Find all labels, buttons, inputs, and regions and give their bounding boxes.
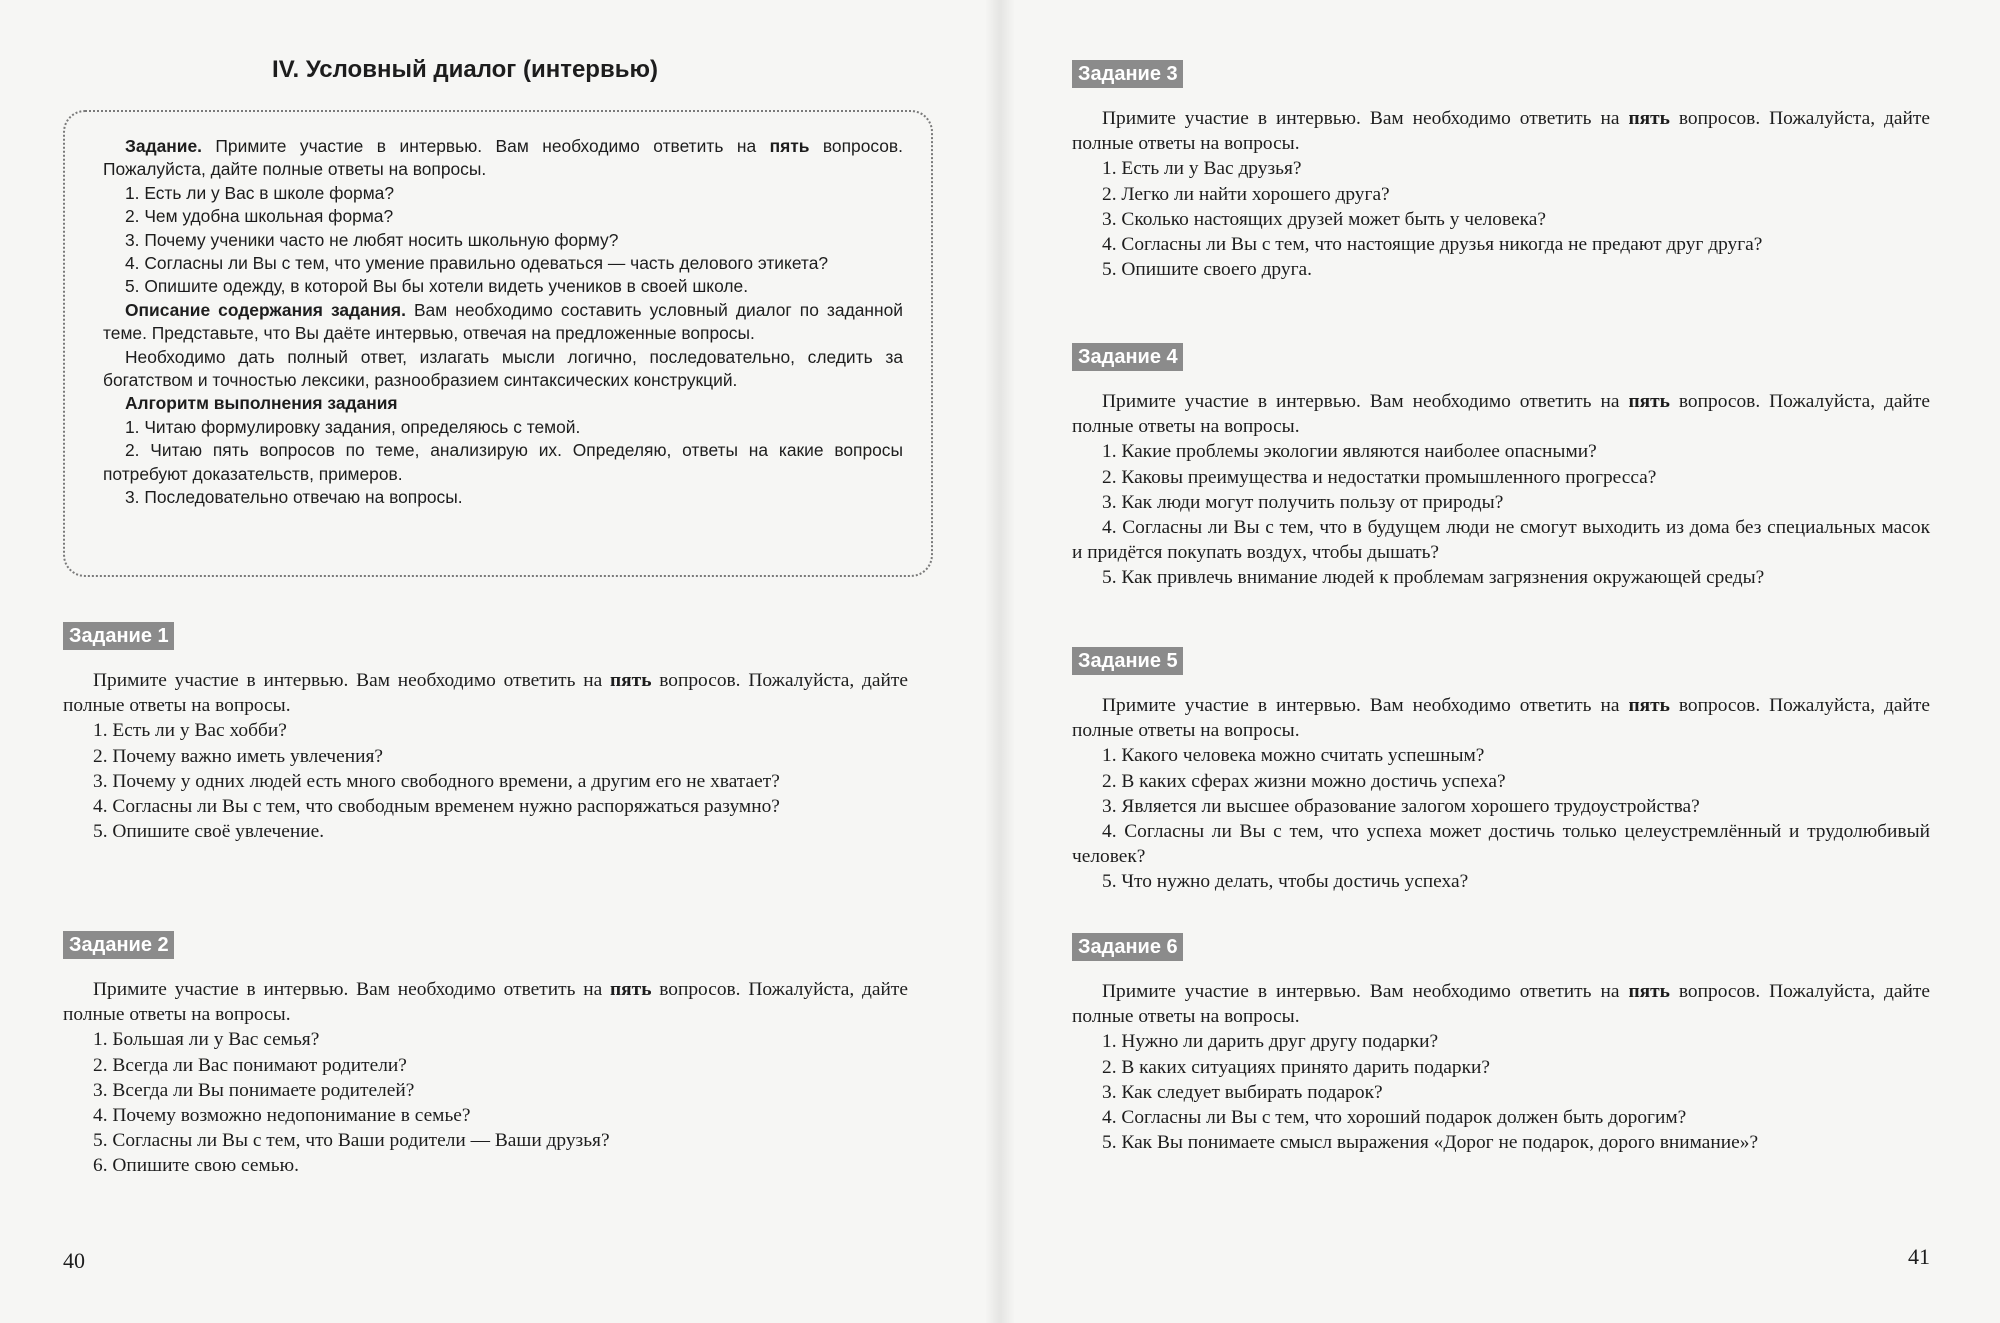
task-question: 4. Согласны ли Вы с тем, что настоящие друзья никогда не предают друг друга? <box>1102 234 1763 256</box>
task-1 <box>63 622 908 844</box>
page-number-right: 41 <box>1908 1244 1930 1269</box>
task-question: 5. Что нужно делать, чтобы достичь успеха? <box>1102 871 1469 893</box>
task-badge: Задание 2 <box>63 931 174 959</box>
task-question: 6. Опишите свою семью. <box>93 1155 299 1177</box>
task-question: 5. Как привлечь внимание людей к проблемам загрязнения окружающей среды? <box>1102 567 1765 589</box>
task-5 <box>1072 647 1930 895</box>
task-3 <box>1072 60 1930 282</box>
task-question: 1. Большая ли у Вас семья? <box>93 1029 320 1051</box>
task-question: 1. Какие проблемы экологии являются наиболее опасными? <box>1102 441 1597 463</box>
algorithm-step: 2. Читаю пять вопросов по теме, анализирую их. Определяю, ответы на какие вопросы потребуют доказательств, примеров. <box>103 440 903 484</box>
task-question: 1. Нужно ли дарить друг другу подарки? <box>1102 1031 1439 1053</box>
task-4 <box>1072 343 1930 591</box>
task-question: 4. Согласны ли Вы с тем, что свободным временем нужно распоряжаться разумно? <box>93 796 780 818</box>
task-question: 1. Есть ли у Вас друзья? <box>1102 158 1302 180</box>
task-question: 4. Почему возможно недопонимание в семье? <box>93 1105 471 1127</box>
task-question: 2. В каких сферах жизни можно достичь успеха? <box>1102 770 1506 792</box>
task-badge: Задание 1 <box>63 622 174 650</box>
task-question: 5. Согласны ли Вы с тем, что Ваши родители — Ваши друзья? <box>93 1130 610 1152</box>
requirements-text: Необходимо дать полный ответ, излагать мысли логично, последовательно, следить за богатством и точностью лексики, разнообразием синтаксических конструкций. <box>103 346 903 391</box>
task-description: Задание. Примите участие в интервью. Вам необходимо ответить на пять вопросов. Пожалуйста, дайте полные ответы на вопросы. <box>103 136 903 180</box>
task-question: 4. Согласны ли Вы с тем, что успеха может достичь только целеустремлённый и трудолюбивый человек? <box>1072 821 1930 868</box>
box-question: 1. Есть ли у Вас в школе форма? <box>125 182 395 203</box>
instructions-box <box>63 110 933 577</box>
task-question: 2. Почему важно иметь увлечения? <box>93 745 384 767</box>
box-question: 4. Согласны ли Вы с тем, что умение правильно одеваться — часть делового этикета? <box>125 253 829 274</box>
section-title: IV. Условный диалог (интервью) <box>272 56 658 83</box>
task-body <box>1072 693 1930 895</box>
algorithm-step: 1. Читаю формулировку задания, определяюсь с темой. <box>125 416 581 437</box>
task-question: 3. Почему у одних людей есть много свободного времени, а другим его не хватает? <box>93 770 780 792</box>
task-badge: Задание 3 <box>1072 60 1183 88</box>
page-number-left: 40 <box>63 1248 85 1273</box>
task-intro: Примите участие в интервью. Вам необходимо ответить на пять вопросов. Пожалуйста, дайте полные ответы на вопросы. <box>1072 108 1930 155</box>
algorithm-step: 3. Последовательно отвечаю на вопросы. <box>125 487 463 508</box>
task-question: 3. Как следует выбирать подарок? <box>1102 1081 1383 1103</box>
task-question: 3. Является ли высшее образование залогом хорошего трудоустройства? <box>1102 795 1700 817</box>
task-question: 2. Легко ли найти хорошего друга? <box>1102 183 1390 205</box>
task-question: 5. Опишите своё увлечение. <box>93 821 325 843</box>
task-question: 5. Как Вы понимаете смысл выражения «Дорог не подарок, дорого внимание»? <box>1102 1132 1759 1154</box>
box-question: 5. Опишите одежду, в которой Вы бы хотели видеть учеников в своей школе. <box>125 276 749 297</box>
task-intro: Примите участие в интервью. Вам необходимо ответить на пять вопросов. Пожалуйста, дайте полные ответы на вопросы. <box>1072 391 1930 438</box>
task-question: 4. Согласны ли Вы с тем, что хороший подарок должен быть дорогим? <box>1102 1107 1687 1129</box>
right-page <box>1000 0 2000 1323</box>
task-intro: Примите участие в интервью. Вам необходимо ответить на пять вопросов. Пожалуйста, дайте полные ответы на вопросы. <box>1072 695 1930 742</box>
task-question: 1. Какого человека можно считать успешным? <box>1102 745 1485 767</box>
task-intro: Примите участие в интервью. Вам необходимо ответить на пять вопросов. Пожалуйста, дайте полные ответы на вопросы. <box>1072 981 1930 1028</box>
task-body <box>1072 979 1930 1155</box>
task-question: 3. Сколько настоящих друзей может быть у человека? <box>1102 208 1546 230</box>
box-question: 2. Чем удобна школьная форма? <box>125 206 394 227</box>
task-body <box>63 668 908 844</box>
task-question: 3. Как люди могут получить пользу от природы? <box>1102 491 1504 513</box>
task-question: 4. Согласны ли Вы с тем, что в будущем люди не смогут выходить из дома без специальных масок и придётся покупать воздух, чтобы дышать? <box>1072 517 1930 564</box>
task-intro: Примите участие в интервью. Вам необходимо ответить на пять вопросов. Пожалуйста, дайте полные ответы на вопросы. <box>63 670 908 717</box>
algorithm-title: Алгоритм выполнения задания <box>125 393 398 414</box>
task-badge: Задание 4 <box>1072 343 1183 371</box>
task-badge: Задание 5 <box>1072 647 1183 675</box>
task-intro: Примите участие в интервью. Вам необходимо ответить на пять вопросов. Пожалуйста, дайте полные ответы на вопросы. <box>63 979 908 1026</box>
content-description-label: Описание содержания задания. <box>125 299 406 320</box>
task-label: Задание. <box>125 136 202 156</box>
task-body <box>63 977 908 1179</box>
task-question: 2. Всегда ли Вас понимают родители? <box>93 1054 407 1076</box>
task-question: 2. В каких ситуациях принято дарить подарки? <box>1102 1056 1491 1078</box>
task-body <box>1072 106 1930 282</box>
task-body <box>1072 389 1930 591</box>
box-question: 3. Почему ученики часто не любят носить школьную форму? <box>125 229 619 250</box>
task-question: 1. Есть ли у Вас хобби? <box>93 720 287 742</box>
task-question: 2. Каковы преимущества и недостатки промышленного прогресса? <box>1102 466 1657 488</box>
task-question: 3. Всегда ли Вы понимаете родителей? <box>93 1079 415 1101</box>
task-question: 5. Опишите своего друга. <box>1102 259 1312 281</box>
task-6 <box>1072 933 1930 1155</box>
task-badge: Задание 6 <box>1072 933 1183 961</box>
task-2 <box>63 931 908 1179</box>
content-description: Описание содержания задания. Вам необходимо составить условный диалог по заданной теме. Представьте, что Вы даёте интервью, отвечая на предложенные вопросы. <box>103 299 903 344</box>
